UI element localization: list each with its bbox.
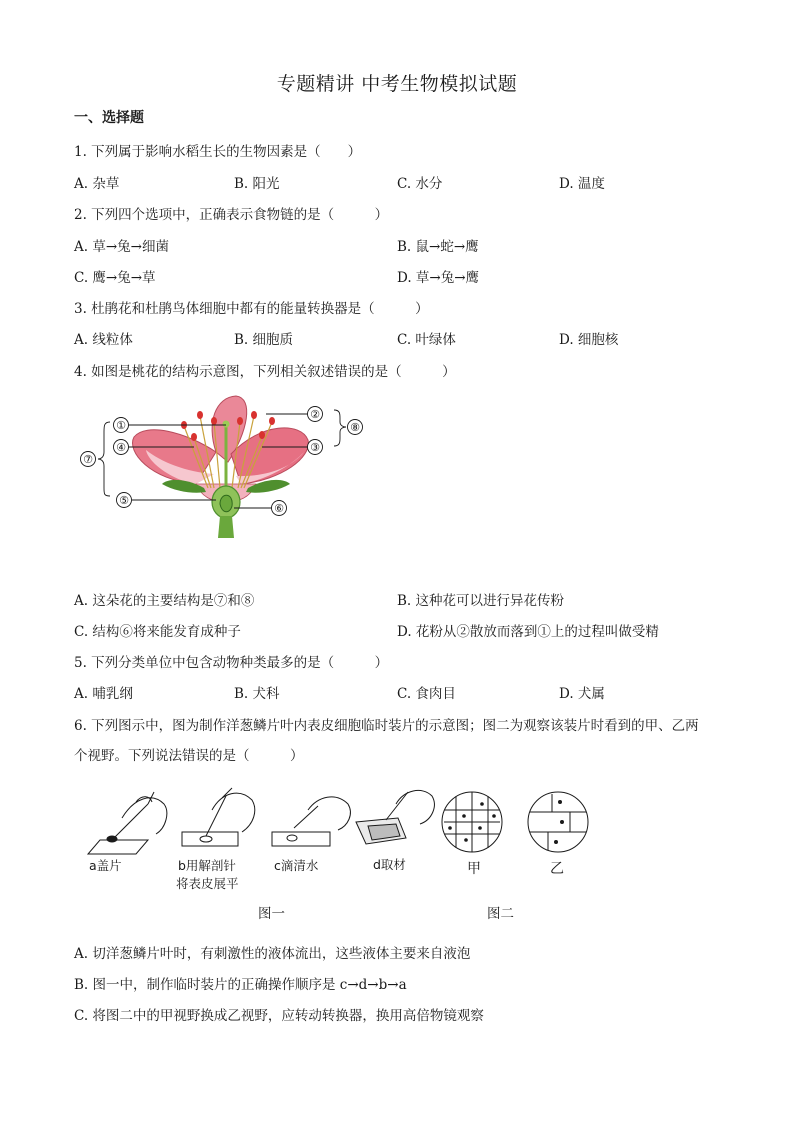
view-yi-label: 乙 xyxy=(550,861,564,877)
q4-option-d: D. 花粉从②散放而落到①上的过程叫做受精 xyxy=(397,624,659,640)
question-5-stem: 5. 下列分类单位中包含动物种类最多的是（ ） xyxy=(74,655,389,671)
step-c-caption: c滴清水 xyxy=(274,858,319,873)
q4-option-c: C. 结构⑥将来能发育成种子 xyxy=(74,624,241,640)
q3-option-d: D. 细胞核 xyxy=(559,332,619,348)
q4-option-a: A. 这朵花的主要结构是⑦和⑧ xyxy=(74,593,255,609)
q2-option-b: B. 鼠→蛇→鹰 xyxy=(397,239,479,255)
question-1-stem: 1. 下列属于影响水稻生长的生物因素是（ ） xyxy=(74,144,362,160)
q1-option-c: C. 水分 xyxy=(397,176,443,192)
q1-option-a: A. 杂草 xyxy=(74,176,120,192)
q3-option-c: C. 叶绿体 xyxy=(397,332,456,348)
q1-option-d: D. 温度 xyxy=(559,176,605,192)
figure-2-caption: 图二 xyxy=(487,906,514,922)
question-4-stem: 4. 如图是桃花的结构示意图，下列相关叙述错误的是（ ） xyxy=(74,364,456,380)
step-b-caption-line-2: 将表皮展平 xyxy=(176,876,239,891)
flower-label-7: ⑦ xyxy=(83,453,93,466)
view-jia-label: 甲 xyxy=(467,861,481,877)
q6-option-b: B. 图一中，制作临时装片的正确操作顺序是 c→d→b→a xyxy=(74,977,407,993)
q6-option-c: C. 将图二中的甲视野换成乙视野，应转动转换器，换用高倍物镜观察 xyxy=(74,1008,484,1024)
q3-option-a: A. 线粒体 xyxy=(74,332,133,348)
section-heading: 一、选择题 xyxy=(74,110,144,126)
flower-label-4: ④ xyxy=(116,441,126,454)
q3-option-b: B. 细胞质 xyxy=(234,332,294,348)
q1-option-b: B. 阳光 xyxy=(234,176,280,192)
question-2-stem: 2. 下列四个选项中，正确表示食物链的是（ ） xyxy=(74,207,389,223)
slide-preparation-figure xyxy=(86,782,606,872)
step-a-caption: a盖片 xyxy=(89,858,122,873)
q2-option-c: C. 鹰→兔→草 xyxy=(74,270,156,286)
question-6-stem-line-2: 个视野。下列说法错误的是（ ） xyxy=(74,748,304,764)
page-title: 专题精讲 中考生物模拟试题 xyxy=(276,73,518,95)
q2-option-d: D. 草→兔→鹰 xyxy=(397,270,480,286)
question-6-stem-line-1: 6. 下列图示中，图为制作洋葱鳞片叶内表皮细胞临时装片的示意图；图二为观察该装片时看到的甲、乙两 xyxy=(74,718,699,734)
flower-label-6: ⑥ xyxy=(274,502,284,515)
flower-label-5: ⑤ xyxy=(119,494,129,507)
q2-option-a: A. 草→兔→细菌 xyxy=(74,239,169,255)
step-b-caption-line-1: b用解剖针 xyxy=(178,858,236,873)
q5-option-c: C. 食肉目 xyxy=(397,686,456,702)
step-d-caption: d取材 xyxy=(373,857,406,872)
q5-option-b: B. 犬科 xyxy=(234,686,280,702)
flower-label-3: ③ xyxy=(310,441,320,454)
flower-label-8: ⑧ xyxy=(350,421,360,434)
question-3-stem: 3. 杜鹃花和杜鹃鸟体细胞中都有的能量转换器是（ ） xyxy=(74,301,429,317)
peach-flower-diagram xyxy=(76,392,376,546)
q5-option-a: A. 哺乳纲 xyxy=(74,686,133,702)
q6-option-a: A. 切洋葱鳞片叶时，有刺激性的液体流出，这些液体主要来自液泡 xyxy=(74,946,471,962)
q4-option-b: B. 这种花可以进行异花传粉 xyxy=(397,593,565,609)
q5-option-d: D. 犬属 xyxy=(559,686,605,702)
flower-label-2: ② xyxy=(310,408,320,421)
flower-label-1: ① xyxy=(116,419,126,432)
figure-1-caption: 图一 xyxy=(258,906,285,922)
